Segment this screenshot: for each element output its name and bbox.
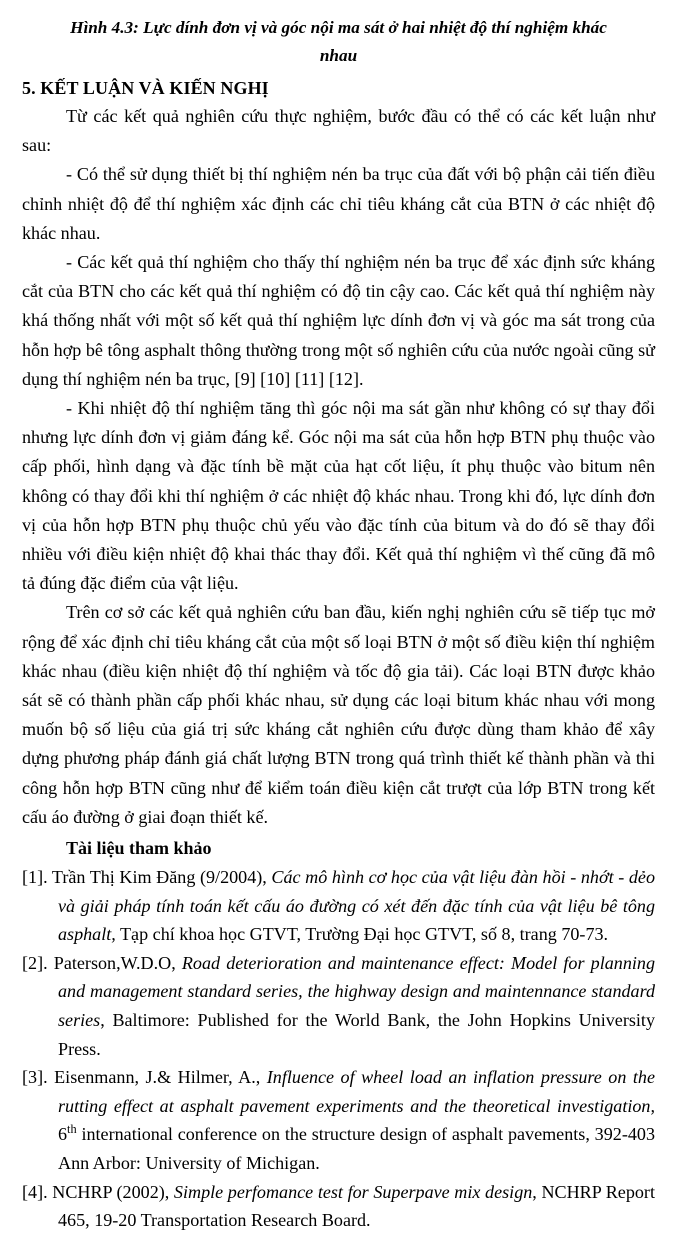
reference-text-run: Paterson,W.D.O, [53,952,182,973]
figure-caption: Hình 4.3: Lực dính đơn vị và góc nội ma sát ở hai nhiệt độ thí nghiệm khác nhau [70,18,607,65]
reference-label: [4]. [22,1181,48,1202]
reference-item [22,1178,655,1235]
reference-text-run: Các mô hình cơ học của vật liệu đàn hồi - nhớt - dẻo và giải pháp tính toán kết cấu áo đường có xét đến đặc tính của vật liệu bê tông asphalt, [58,867,656,945]
reference-text-run: NCHRP (2002), [52,1181,174,1202]
reference-text-run: th [67,1122,77,1137]
paragraph: - Có thể sử dụng thiết bị thí nghiệm nén ba trục của đất với bộ phận cải tiến điều chỉnh nhiệt độ để thí nghiệm xác định các chỉ tiêu kháng cắt của BTN ở các nhiệt độ khác nhau. [22,164,655,243]
reference-item [22,1063,655,1177]
paragraph: - Khi nhiệt độ thí nghiệm tăng thì góc nội ma sát gần như không có sự thay đổi nhưng lực dính đơn vị giảm đáng kể. Góc nội ma sát của hỗn hợp BTN phụ thuộc vào cấp phối, hình dạng và đặc tính bề mặt của hạt cốt liệu, ít phụ thuộc vào bitum nên không có thay đổi khi thí nghiệm ở các nhiệt độ khác nhau. Trong khi đó, lực dính đơn vị của hỗn hợp BTN phụ thuộc chủ yếu vào đặc tính của bitum và do đó sẽ thay đổi nhiều với điều kiện nhiệt độ khai thác thay đổi. Kết quả thí nghiệm vì thế cũng đã mô tả đúng đặc điểm của vật liệu. [22,398,655,594]
reference-text-run: Eisenmann, J.& Hilmer, A., [54,1067,267,1088]
reference-text-run: Simple perfomance test for Superpave mix design [173,1181,533,1202]
body-paragraphs [22,102,655,832]
paragraph: Từ các kết quả nghiên cứu thực nghiệm, bước đầu có thể có các kết luận như sau: [22,106,655,156]
reference-text-run: Road deterioration and maintenance effect: Model for planning and management standard series, the highway design and maintennance standard series [58,952,655,1031]
reference-text-run: international conference on the structure design of asphalt pavements, 392-403 Ann Arbor: University of Michigan. [58,1124,655,1174]
reference-item [22,949,655,1063]
reference-text-run: Trần Thị Kim Đăng (9/2004), [51,867,272,888]
page-title: 5. KẾT LUẬN VÀ KIẾN NGHỊ [22,78,269,98]
reference-item [22,863,655,949]
reference-text-run: 6 [58,1124,68,1145]
reference-label: [1]. [22,867,48,888]
reference-text-run: Influence of wheel load an inflation pressure on the rutting effect at asphalt pavement experiments and the theoretical investigation, [58,1067,655,1116]
reference-label: [3]. [22,1067,48,1088]
reference-text-run: , NCHRP Report 465, 19-20 Transportation Research Board. [58,1181,655,1231]
paragraph: Trên cơ sở các kết quả nghiên cứu ban đầu, kiến nghị nghiên cứu sẽ tiếp tục mở rộng để xác định chỉ tiêu kháng cắt của một số loại BTN ở một số điều kiện thí nghiệm khác nhau (điều kiện nhiệt độ thí nghiệm và tốc độ gia tải). Các loại BTN được khảo sát sẽ có thành phần cấp phối khác nhau, sử dụng các loại bitum khác nhau với mong muốn bộ số liệu của giá trị sức kháng cắt nghiên cứu được dùng tham khảo để xây dựng phương pháp đánh giá chất lượng BTN trong quá trình thiết kế thành phần và thi công hỗn hợp BTN cũng như để kiểm toán điều kiện cắt trượt của lớp BTN trong kết cấu áo đường ở giai đoạn thiết kế. [22,602,655,827]
references-heading: Tài liệu tham khảo [66,838,212,859]
reference-text-run: , Baltimore: Published for the World Bank, the John Hopkins University Press. [58,1010,655,1059]
reference-label: [2]. [22,952,48,973]
references-list [22,863,655,1235]
paragraph: - Các kết quả thí nghiệm cho thấy thí nghiệm nén ba trục để xác định sức kháng cắt của BTN cho các kết quả thí nghiệm có độ tin cậy cao. Các kết quả thí nghiệm này khá thống nhất với một số kết quả thí nghiệm lực dính đơn vị và góc ma sát trong của hỗn hợp bê tông asphalt thông thường trong một số nghiên cứu của nước ngoài cũng sử dụng thí nghiệm nén ba trục, [9] [10] [11] [12]. [22,252,655,389]
reference-text-run: Tạp chí khoa học GTVT, Trường Đại học GTVT, số 8, trang 70-73. [115,924,609,945]
